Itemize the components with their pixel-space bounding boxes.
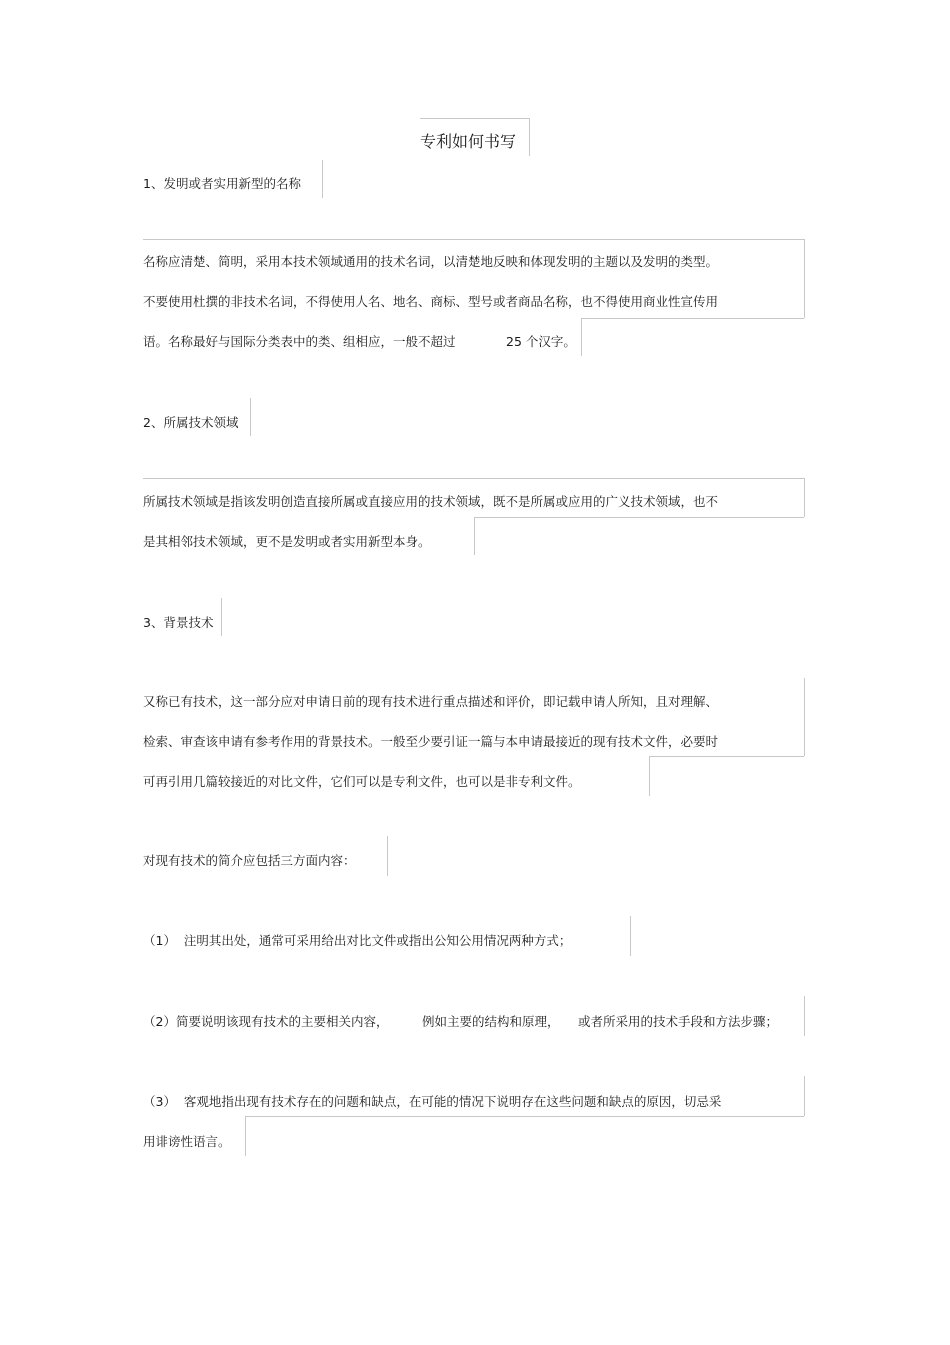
s2-box-right	[804, 478, 805, 517]
section-1-heading: 1、发明或者实用新型的名称	[143, 176, 301, 191]
s1-box-top	[143, 239, 805, 240]
section-2-heading-divider	[250, 398, 251, 436]
s3-list-item-3-line-1: （3） 客观地指出现有技术存在的问题和缺点，在可能的情况下说明存在这些问题和缺点的原因，切忌采	[143, 1094, 722, 1109]
s3-item-3-box-mid	[246, 1116, 804, 1117]
s2-box-step	[474, 517, 475, 555]
s2-box-top	[143, 478, 805, 479]
s3-paragraph-line-1: 又称已有技术，这一部分应对申请日前的现有技术进行重点描述和评价，即记载申请人所知，且对理解、	[143, 694, 719, 709]
s1-box-step	[581, 318, 582, 356]
s3-box-step	[649, 756, 650, 796]
s2-paragraph-line-2: 是其相邻技术领域，更不是发明或者实用新型本身。	[143, 534, 431, 549]
page-title: 专利如何书写	[420, 132, 517, 151]
s2-paragraph-line-1: 所属技术领域是指该发明创造直接所属或直接应用的技术领域，既不是所属或应用的广义技术领域，也不	[143, 494, 719, 509]
s1-paragraph-line-3a: 语。名称最好与国际分类表中的类、组相应，一般不超过	[143, 334, 456, 349]
s3-box-right	[804, 678, 805, 756]
s3-item-1-divider	[630, 916, 631, 956]
s1-paragraph-line-1: 名称应清楚、简明，采用本技术领域通用的技术名词，以清楚地反映和体现发明的主题以及发明的类型。	[143, 254, 719, 269]
title-box-right	[529, 118, 530, 156]
title-box-top	[420, 118, 530, 119]
section-3-heading-divider	[221, 598, 222, 636]
section-3-heading: 3、背景技术	[143, 615, 214, 630]
s3-item-3-box-right	[804, 1076, 805, 1116]
s3-intro-line: 对现有技术的简介应包括三方面内容：	[143, 853, 356, 868]
s3-box-mid	[650, 756, 804, 757]
s1-box-mid	[582, 318, 804, 319]
s3-paragraph-line-3: 可再引用几篇较接近的对比文件，它们可以是专利文件，也可以是非专利文件。	[143, 774, 581, 789]
s3-list-item-2a: （2）简要说明该现有技术的主要相关内容，	[143, 1014, 389, 1029]
s3-list-item-3-line-2: 用诽谤性语言。	[143, 1134, 231, 1149]
s3-paragraph-line-2: 检索、审查该申请有参考作用的背景技术。一般至少要引证一篇与本申请最接近的现有技术文件，必要时	[143, 734, 719, 749]
s3-item-3-box-step	[245, 1116, 246, 1156]
section-2-heading: 2、所属技术领域	[143, 415, 239, 430]
s1-paragraph-line-2: 不要使用杜撰的非技术名词，不得使用人名、地名、商标、型号或者商品名称，也不得使用商业性宣传用	[143, 294, 719, 309]
section-1-heading-divider	[322, 160, 323, 198]
s3-list-item-2b: 例如主要的结构和原理，	[422, 1014, 560, 1029]
s3-list-item-2c: 或者所采用的技术手段和方法步骤；	[578, 1014, 779, 1029]
s1-paragraph-line-3b: 25 个汉字。	[506, 334, 576, 349]
s2-box-mid	[475, 517, 804, 518]
s3-intro-divider	[387, 836, 388, 876]
s3-list-item-1: （1） 注明其出处，通常可采用给出对比文件或指出公知公用情况两种方式；	[143, 933, 572, 948]
s1-box-right	[804, 239, 805, 318]
s3-item-2-divider	[804, 996, 805, 1036]
